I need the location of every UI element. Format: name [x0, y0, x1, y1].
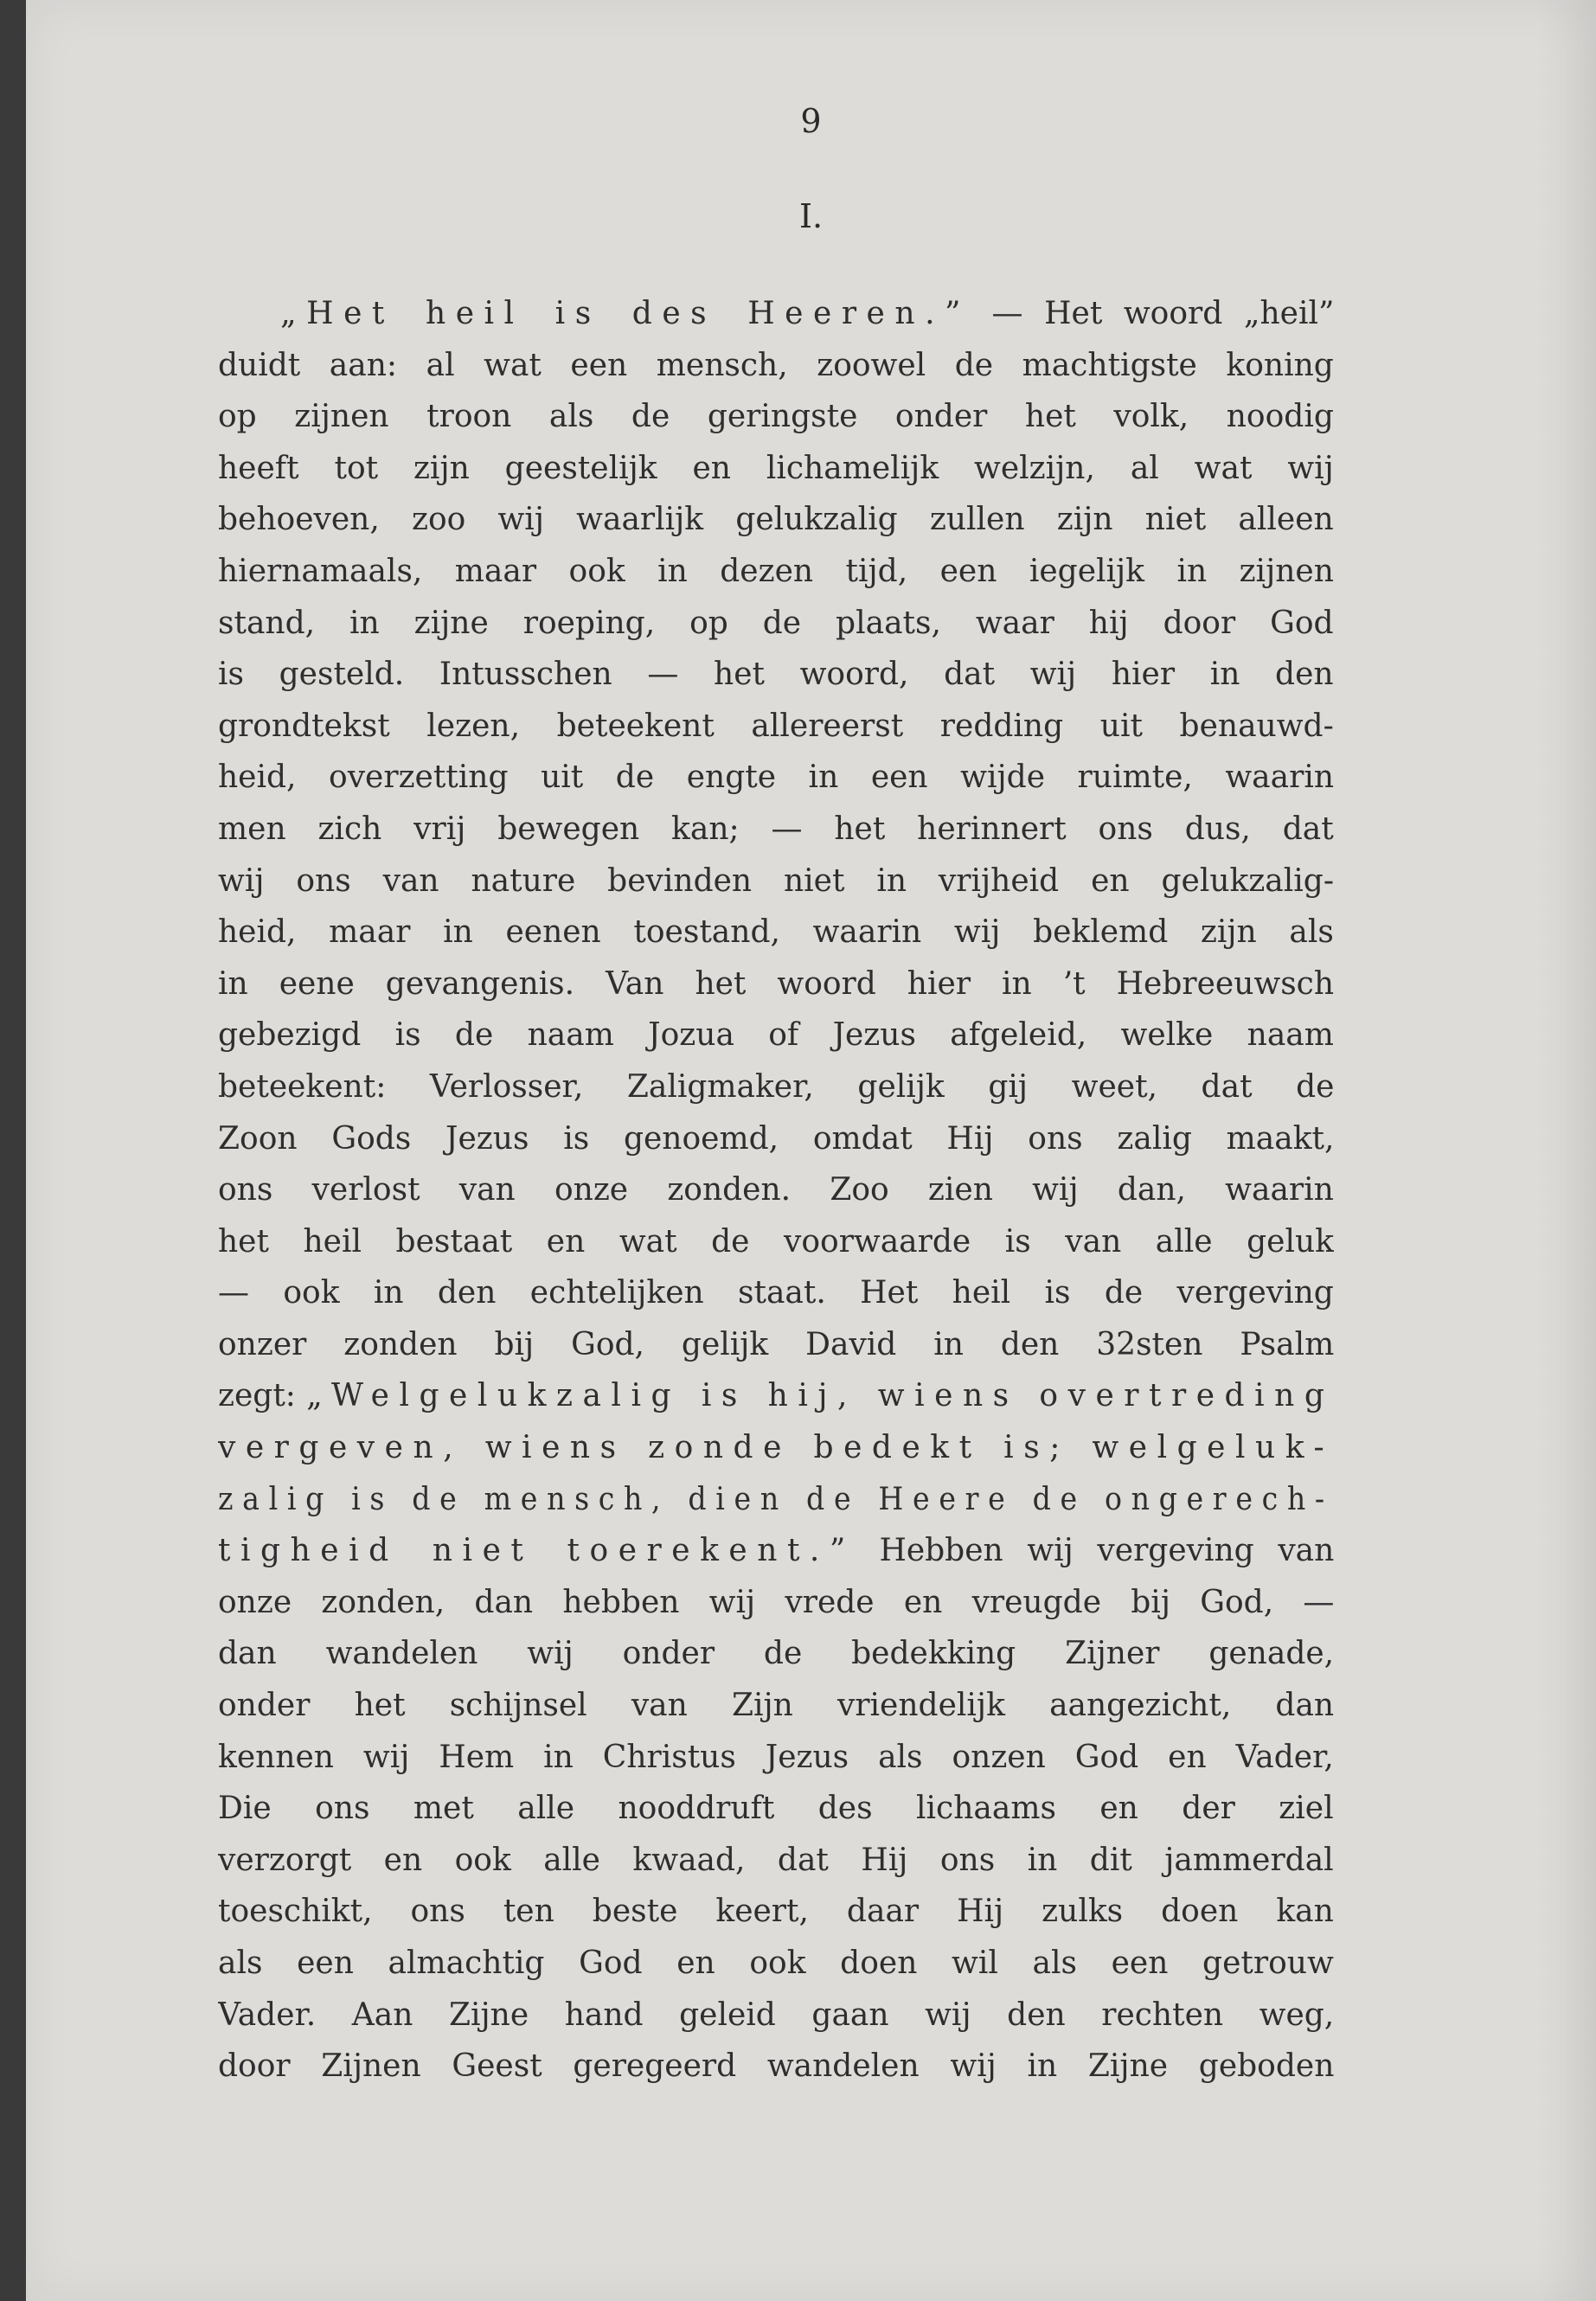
section-heading: I.	[798, 197, 824, 235]
text-line	[218, 443, 1334, 495]
text-line	[218, 1319, 1334, 1371]
line-text: heeft tot zijn geestelijk en lichamelijk welzijn, al wat wij	[218, 450, 1334, 486]
text-line	[218, 1938, 1334, 1990]
text-line	[218, 1164, 1334, 1216]
line-text: onzer zonden bij God, gelijk David in den 32sten Psalm	[218, 1326, 1334, 1362]
text-line	[218, 598, 1334, 650]
body-text	[218, 288, 1334, 2093]
line-text: — ook in den echtelijken staat. Het heil is de vergeving	[218, 1275, 1334, 1311]
text-line	[218, 1577, 1334, 1629]
emphasis-text: „Het heil is des Heeren.”	[280, 296, 971, 331]
emphasis-text: zalig is de mensch, dien de Heere de ongerech-	[218, 1481, 1334, 1517]
text-line	[218, 752, 1334, 804]
line-text: beteekent: Verlosser, Zaligmaker, gelijk gij weet, dat de	[218, 1068, 1334, 1105]
text-line	[218, 1990, 1334, 2041]
line-text: gebezigd is de naam Jozua of Jezus afgeleid, welke naam	[218, 1017, 1334, 1054]
text-line	[218, 1474, 1334, 1526]
line-text: hiernamaals, maar ook in dezen tijd, een iegelijk in zijnen	[218, 553, 1334, 589]
line-text: Vader. Aan Zijne hand geleid gaan wij den rechten weg,	[218, 1997, 1334, 2033]
line-text: in eene gevangenis. Van het woord hier in ’t Hebreeuwsch	[218, 965, 1334, 1002]
line-text: duidt aan: al wat een mensch, zoowel de machtigste koning	[218, 347, 1334, 383]
text-line	[218, 494, 1334, 546]
text-line	[218, 1732, 1334, 1784]
line-text: op zijnen troon als de geringste onder het volk, noodig	[218, 399, 1334, 435]
line-text: verzorgt en ook alle kwaad, dat Hij ons in dit jammerdal	[218, 1842, 1334, 1878]
line-text: Hebben wij vergeving van	[855, 1533, 1334, 1569]
line-text: onder het schijnsel van Zijn vriendelijk aangezicht, dan	[218, 1688, 1334, 1724]
text-line	[218, 1628, 1334, 1680]
line-text: door Zijnen Geest geregeerd wandelen wij in Zijne geboden	[218, 2048, 1334, 2085]
line-text: het heil bestaat en wat de voorwaarde is van alle geluk	[218, 1223, 1334, 1259]
text-line	[218, 1009, 1334, 1061]
text-line	[218, 391, 1334, 443]
line-text: kennen wij Hem in Christus Jezus als onzen God en Vader,	[218, 1739, 1334, 1775]
emphasis-text: vergeven, wiens zonde bedekt is; welgeluk-	[218, 1430, 1334, 1466]
emphasis-text: tigheid niet toerekent.”	[218, 1533, 856, 1569]
page-number: 9	[800, 102, 822, 140]
text-line	[218, 1113, 1334, 1165]
text-line	[218, 701, 1334, 753]
line-text: Die ons met alle nooddruft des lichaams en der ziel	[218, 1791, 1334, 1827]
line-text: men zich vrij bewegen kan; — het herinnert ons dus, dat	[218, 811, 1334, 847]
line-text: als een almachtig God en ook doen wil als een getrouw	[218, 1945, 1334, 1981]
text-line	[218, 907, 1334, 958]
text-line	[218, 288, 1334, 340]
text-line	[218, 1680, 1334, 1732]
text-line	[218, 340, 1334, 392]
emphasis-text: „Welgelukzalig is hij, wiens overtreding	[306, 1378, 1334, 1414]
text-line	[218, 1061, 1334, 1113]
line-text: — Het woord „heil”	[970, 296, 1334, 331]
line-text: ons verlost van onze zonden. Zoo zien wij dan, waarin	[218, 1172, 1334, 1208]
line-text: grondtekst lezen, beteekent allereerst redding uit benauwd-	[218, 708, 1334, 744]
text-line	[218, 1422, 1334, 1474]
line-text: behoeven, zoo wij waarlijk gelukzalig zullen zijn niet alleen	[218, 502, 1334, 538]
text-line	[218, 1783, 1334, 1835]
line-text: Zoon Gods Jezus is genoemd, omdat Hij ons zalig maakt,	[218, 1120, 1334, 1157]
text-line	[218, 1835, 1334, 1887]
line-text: heid, maar in eenen toestand, waarin wij beklemd zijn als	[218, 914, 1334, 951]
book-page	[26, 0, 1596, 2301]
text-line	[218, 1525, 1334, 1577]
line-text: onze zonden, dan hebben wij vrede en vreugde bij God, —	[218, 1584, 1334, 1620]
text-line	[218, 1267, 1334, 1319]
text-line	[218, 649, 1334, 701]
text-line	[218, 804, 1334, 856]
line-text: stand, in zijne roeping, op de plaats, waar hij door God	[218, 605, 1334, 641]
text-line	[218, 856, 1334, 907]
line-text: is gesteld. Intusschen — het woord, dat wij hier in den	[218, 657, 1334, 693]
line-text: toeschikt, ons ten beste keert, daar Hij zulks doen kan	[218, 1894, 1334, 1930]
line-text: dan wandelen wij onder de bedekking Zijner genade,	[218, 1636, 1334, 1672]
text-line	[218, 1886, 1334, 1938]
line-text: heid, overzetting uit de engte in een wijde ruimte, waarin	[218, 760, 1334, 796]
text-line	[218, 546, 1334, 598]
text-line	[218, 1370, 1334, 1422]
text-line	[218, 1216, 1334, 1268]
text-line	[218, 958, 1334, 1010]
line-text: zegt:	[218, 1378, 307, 1414]
text-line	[218, 2041, 1334, 2093]
line-text: wij ons van nature bevinden niet in vrijheid en gelukzalig-	[218, 862, 1334, 899]
page-edge-shadow	[1535, 0, 1596, 2301]
